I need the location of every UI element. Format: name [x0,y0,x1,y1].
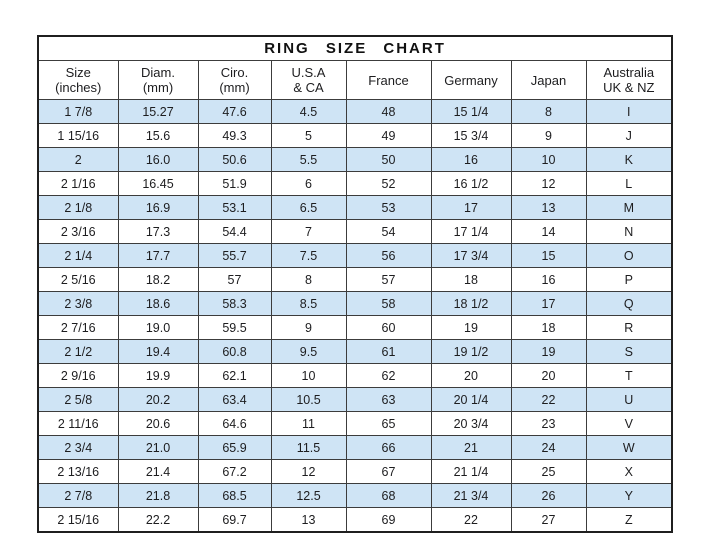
table-cell: 9 [511,124,586,148]
table-cell: 5 [271,124,346,148]
table-cell: 17 3/4 [431,244,511,268]
table-cell: 12 [271,460,346,484]
table-cell: 10 [511,148,586,172]
table-cell: 15.6 [118,124,198,148]
table-cell: 49.3 [198,124,271,148]
table-cell: 14 [511,220,586,244]
table-row [38,340,672,364]
chart-title-row [38,36,672,61]
table-row [38,484,672,508]
table-cell: 21.8 [118,484,198,508]
table-cell: 22 [511,388,586,412]
table-cell: 53 [346,196,431,220]
table-cell: 62 [346,364,431,388]
table-cell: 55.7 [198,244,271,268]
table-cell: K [586,148,672,172]
table-row [38,508,672,533]
table-cell: 20 3/4 [431,412,511,436]
table-cell: 65 [346,412,431,436]
table-cell: Z [586,508,672,533]
table-cell: 1 15/16 [38,124,118,148]
table-cell: 18.2 [118,268,198,292]
table-cell: 11 [271,412,346,436]
column-header-germany [431,61,511,100]
table-cell: 61 [346,340,431,364]
table-cell: 4.5 [271,100,346,124]
table-cell: 58.3 [198,292,271,316]
column-header-france [346,61,431,100]
table-cell: 64.6 [198,412,271,436]
table-cell: 20 [431,364,511,388]
ring-size-chart [37,35,671,533]
column-header-japan [511,61,586,100]
table-row [38,412,672,436]
table-row [38,148,672,172]
table-row [38,124,672,148]
table-cell: 2 7/8 [38,484,118,508]
table-cell: 17 [511,292,586,316]
table-cell: 60.8 [198,340,271,364]
table-cell: 20 [511,364,586,388]
table-cell: 5.5 [271,148,346,172]
table-cell: 8 [271,268,346,292]
table-cell: 54.4 [198,220,271,244]
table-cell: 6.5 [271,196,346,220]
table-cell: 2 15/16 [38,508,118,533]
table-cell: 2 11/16 [38,412,118,436]
table-cell: 20 1/4 [431,388,511,412]
table-cell: 51.9 [198,172,271,196]
table-row [38,364,672,388]
column-header-label: Ciro. [220,65,249,80]
table-cell: 10.5 [271,388,346,412]
table-cell: L [586,172,672,196]
table-cell: 2 5/8 [38,388,118,412]
table-cell: 59.5 [198,316,271,340]
table-cell: U [586,388,672,412]
table-cell: 20.6 [118,412,198,436]
table-cell: 18 [431,268,511,292]
table-cell: 8.5 [271,292,346,316]
table-cell: 2 7/16 [38,316,118,340]
table-cell: 19 [431,316,511,340]
table-cell: 21 [431,436,511,460]
table-cell: 25 [511,460,586,484]
table-row [38,268,672,292]
table-cell: 50.6 [198,148,271,172]
table-cell: 63.4 [198,388,271,412]
column-header-sub: (inches) [55,80,102,95]
table-cell: 2 3/8 [38,292,118,316]
table-cell: 57 [198,268,271,292]
ring-size-table [37,35,673,533]
table-row [38,244,672,268]
column-header-size-inches [38,61,118,100]
table-row [38,460,672,484]
table-cell: 27 [511,508,586,533]
table-row [38,292,672,316]
table-cell: 47.6 [198,100,271,124]
column-header-usa-ca [271,61,346,100]
table-cell: 15 1/4 [431,100,511,124]
table-cell: 58 [346,292,431,316]
table-row [38,196,672,220]
table-cell: 1 7/8 [38,100,118,124]
table-cell: 20.2 [118,388,198,412]
table-cell: 2 5/16 [38,268,118,292]
table-cell: 21 1/4 [431,460,511,484]
table-cell: 9.5 [271,340,346,364]
table-cell: 13 [511,196,586,220]
table-cell: 16.45 [118,172,198,196]
table-cell: 17.3 [118,220,198,244]
table-row [38,388,672,412]
table-cell: 49 [346,124,431,148]
table-cell: 62.1 [198,364,271,388]
table-cell: 2 9/16 [38,364,118,388]
table-cell: 21.4 [118,460,198,484]
table-cell: 63 [346,388,431,412]
column-header-label: Size [65,65,91,80]
table-cell: 16.9 [118,196,198,220]
table-cell: 68 [346,484,431,508]
table-cell: 2 3/16 [38,220,118,244]
table-cell: 9 [271,316,346,340]
table-cell: 2 [38,148,118,172]
column-header-label: France [368,72,409,88]
table-cell: 7.5 [271,244,346,268]
table-cell: 65.9 [198,436,271,460]
table-cell: X [586,460,672,484]
table-cell: 16 [511,268,586,292]
column-header-label: Japan [530,72,567,88]
table-cell: 15 3/4 [431,124,511,148]
column-header-sub: (mm) [219,80,250,95]
table-cell: 19 [511,340,586,364]
table-cell: N [586,220,672,244]
table-cell: 2 1/16 [38,172,118,196]
table-row [38,172,672,196]
table-cell: 12 [511,172,586,196]
column-header-label: Diam. [141,65,175,80]
column-header-circumference-mm [198,61,271,100]
chart-title: RING SIZE CHART [38,36,672,61]
table-cell: 16 [431,148,511,172]
table-cell: 54 [346,220,431,244]
table-cell: 18.6 [118,292,198,316]
column-header-diameter-mm [118,61,198,100]
table-cell: W [586,436,672,460]
table-cell: P [586,268,672,292]
table-cell: T [586,364,672,388]
table-cell: 26 [511,484,586,508]
table-cell: Q [586,292,672,316]
table-cell: 19.4 [118,340,198,364]
table-header-row [38,61,672,100]
column-header-label: Australia [603,65,655,80]
table-cell: 66 [346,436,431,460]
table-cell: 11.5 [271,436,346,460]
table-cell: V [586,412,672,436]
table-cell: 19.0 [118,316,198,340]
table-head [38,36,672,100]
table-cell: 18 [511,316,586,340]
table-cell: 18 1/2 [431,292,511,316]
column-header-australia-uk-nz [586,61,672,100]
table-cell: 2 3/4 [38,436,118,460]
table-cell: R [586,316,672,340]
table-cell: 21.0 [118,436,198,460]
table-cell: 17.7 [118,244,198,268]
table-cell: 17 [431,196,511,220]
table-cell: 68.5 [198,484,271,508]
table-cell: 15 [511,244,586,268]
table-cell: 2 13/16 [38,460,118,484]
table-cell: M [586,196,672,220]
column-header-sub: & CA [293,80,324,95]
column-header-sub: (mm) [142,80,174,95]
table-cell: 2 1/2 [38,340,118,364]
table-cell: 50 [346,148,431,172]
table-cell: Y [586,484,672,508]
table-cell: 2 1/8 [38,196,118,220]
table-cell: 69.7 [198,508,271,533]
table-cell: I [586,100,672,124]
table-cell: 10 [271,364,346,388]
table-cell: 57 [346,268,431,292]
table-cell: 22 [431,508,511,533]
table-cell: 15.27 [118,100,198,124]
table-cell: 16 1/2 [431,172,511,196]
table-cell: 7 [271,220,346,244]
table-cell: S [586,340,672,364]
table-cell: J [586,124,672,148]
table-cell: 24 [511,436,586,460]
table-cell: O [586,244,672,268]
table-cell: 69 [346,508,431,533]
table-row [38,316,672,340]
ring-table-body [38,100,672,533]
table-cell: 19.9 [118,364,198,388]
table-cell: 16.0 [118,148,198,172]
table-cell: 12.5 [271,484,346,508]
table-cell: 2 1/4 [38,244,118,268]
table-cell: 22.2 [118,508,198,533]
table-cell: 23 [511,412,586,436]
table-cell: 8 [511,100,586,124]
table-cell: 53.1 [198,196,271,220]
table-row [38,220,672,244]
table-row [38,436,672,460]
table-cell: 67 [346,460,431,484]
table-cell: 6 [271,172,346,196]
table-cell: 13 [271,508,346,533]
column-header-sub: UK & NZ [603,80,655,95]
column-header-label: Germany [444,72,498,88]
table-cell: 67.2 [198,460,271,484]
table-cell: 52 [346,172,431,196]
table-cell: 17 1/4 [431,220,511,244]
table-cell: 48 [346,100,431,124]
table-cell: 21 3/4 [431,484,511,508]
table-row [38,100,672,124]
table-cell: 60 [346,316,431,340]
table-cell: 19 1/2 [431,340,511,364]
table-cell: 56 [346,244,431,268]
column-header-label: U.S.A [291,65,326,80]
